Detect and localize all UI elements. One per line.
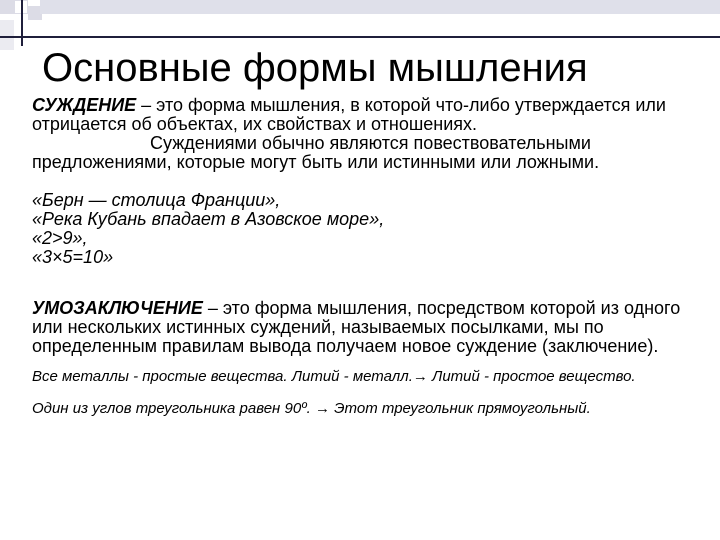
judgment-example: «Река Кубань впадает в Азовское море», xyxy=(32,209,385,229)
decor-square xyxy=(0,0,14,14)
judgment-note xyxy=(32,134,702,172)
judgment-note-text: Суждениями обычно являются повествовательными предложениями, которые могут быть или истинными или ложными. xyxy=(32,133,600,172)
inference-example: Один из углов треугольника равен 90º. → Этот треугольник прямоугольный. xyxy=(32,400,591,417)
inference-term: УМОЗАКЛЮЧЕНИЕ xyxy=(32,298,203,318)
inference-example: Все металлы - простые вещества. Литий - металл.→ Литий - простое вещество. xyxy=(32,368,636,385)
judgment-example: «Берн — столица Франции», xyxy=(32,190,281,210)
decor-horizontal-line xyxy=(0,36,720,38)
decor-bar xyxy=(40,0,720,14)
judgment-term: СУЖДЕНИЕ xyxy=(32,95,137,115)
decor-square xyxy=(28,6,42,20)
inference-definition xyxy=(32,299,702,356)
judgment-example: «2>9», xyxy=(32,228,88,248)
decor-square xyxy=(14,0,28,14)
judgment-definition-text: – это форма мышления, в которой что-либо утверждается или отрицается об объектах, их свойствах и отношениях. xyxy=(32,95,666,134)
judgment-example: «3×5=10» xyxy=(32,247,114,267)
decor-vertical-line xyxy=(21,0,23,46)
decor-bar xyxy=(0,20,14,50)
judgment-definition xyxy=(32,96,702,134)
inference-definition-text: – это форма мышления, посредством которой из одного или нескольких истинных суждений, называемых посылками, мы по определенным правилам вывода получаем новое суждение (заключение). xyxy=(32,298,681,356)
slide-body xyxy=(32,96,702,418)
slide-title: Основные формы мышления xyxy=(42,46,588,90)
